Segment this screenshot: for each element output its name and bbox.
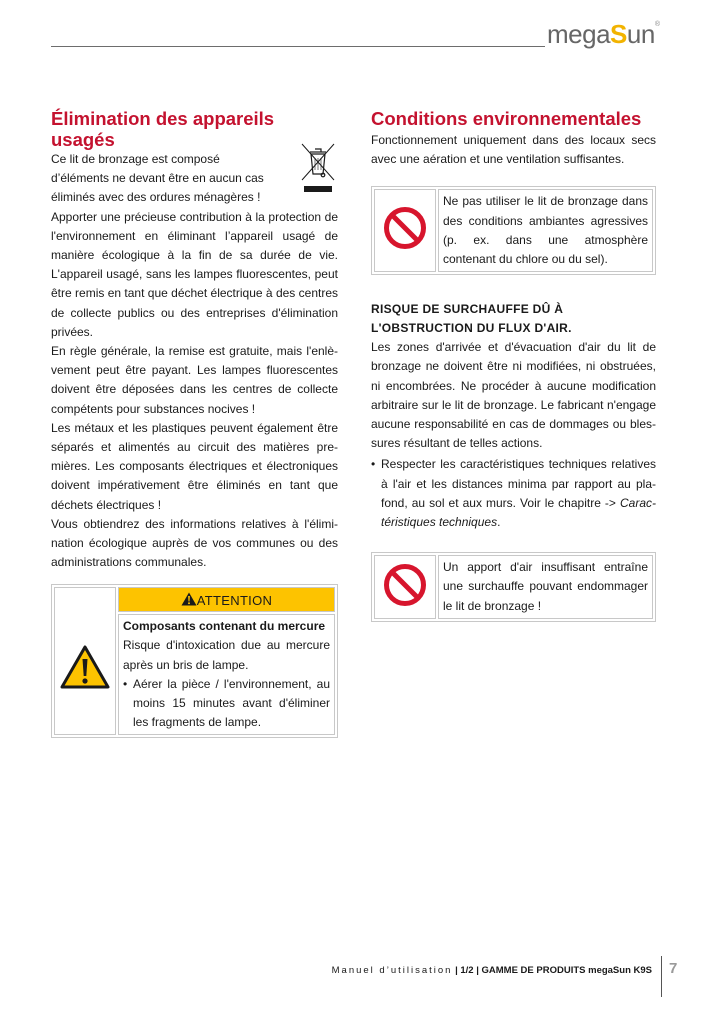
attention-text: Risque d'intoxication due au mercure après un bris de lampe. <box>123 638 330 672</box>
disposal-paragraph: En règle générale, la remise est gratuite, mais l'enlèvement peut être payant. Les lampes fluorescentes doivent être déposées dans les centres de collecte compétents pour substances nocives ! <box>51 344 338 416</box>
disposal-intro <box>51 150 338 208</box>
attention-box <box>51 584 338 738</box>
page-number: 7 <box>669 960 678 977</box>
attention-triangle-icon <box>181 592 197 606</box>
overheat-body: Les zones d'arrivée et d'évacuation d'air du lit de bronzage ne doivent être ni modifiées, ni obstruées, ni encombrées. Ne procéder à aucune modification arbitraire sur le lit de bronzage. Le fabricant n'engage aucune responsabilité en cas de dommages ou blessures résultant de telles actions. <box>371 340 656 451</box>
footer <box>332 965 652 976</box>
disposal-paragraph: Apporter une précieuse contribution à la protection de l'environnement en éliminant l’appareil usagé de manière écologique à la fin de sa durée de vie. L'appareil usagé, sans les lampes fluorescentes, peut être remis en tant que déchet électrique à des centres de collecte publics ou des entreprises d'élimination privées. <box>51 209 338 339</box>
header-rule <box>51 46 545 47</box>
left-column <box>51 108 338 738</box>
crossed-out-wheelie-bin-icon <box>300 142 336 196</box>
warning-triangle-icon <box>60 645 110 689</box>
logo-text-un: un <box>626 19 655 49</box>
prohibition-text-cell <box>438 555 653 619</box>
megasun-logo <box>547 19 659 50</box>
environment-heading: Conditions environnementales <box>371 108 642 129</box>
overheat-bullet <box>371 455 656 532</box>
prohibition-icon-cell <box>374 189 436 272</box>
prohibition-text-cell <box>438 189 653 272</box>
attention-icon-cell <box>54 587 116 735</box>
overheat-subheading-line2: L'OBSTRUCTION DU FLUX D'AIR. <box>371 321 572 336</box>
attention-bullets <box>123 675 330 733</box>
attention-title: Composants contenant du mercure <box>123 619 326 634</box>
prohibition-text: Un apport d'air insuffisant entraîne une surchauffe pouvant endommager le lit de bronzage ! <box>443 560 648 613</box>
overheat-bullet-end: . <box>497 515 501 530</box>
prohibition-text: Ne pas utiliser le lit de bronzage dans des conditions ambiantes agressives (p. ex. dans une atmosphère contenant du chlore ou du sel). <box>443 194 648 267</box>
footer-product-line: | 1/2 | GAMME DE PRODUITS megaSun K9S <box>455 965 652 976</box>
prohibition-box-2 <box>371 552 656 622</box>
overheat-subheading-line1: RISQUE DE SURCHAUFFE DÛ À <box>371 302 564 317</box>
attention-bullet: • Aérer la pièce / l'environnement, au moins 15 minutes avant d'éliminer les fragments de lampe. <box>123 675 330 733</box>
logo-text-mega: mega <box>547 19 611 49</box>
disposal-intro-text: Ce lit de bronzage est composé d’éléments ne devant être en aucun cas éliminés avec des ordures ménagères ! <box>51 152 264 205</box>
prohibition-icon-cell <box>374 555 436 619</box>
chapter-reference: Caractéristiques techniques <box>381 495 656 530</box>
prohibition-icon <box>383 206 427 250</box>
environment-intro: Fonctionnement uniquement dans des locaux secs avec une aération et une ventilation suffisantes. <box>371 133 656 167</box>
attention-header <box>118 587 335 612</box>
overheat-bullets <box>371 455 656 532</box>
disposal-paragraph: Vous obtiendrez des informations relatives à l'élimination écologique auprès de vos communes ou des administrations communales. <box>51 516 338 570</box>
attention-content <box>118 614 335 735</box>
logo-text-s: S <box>610 19 627 49</box>
prohibition-box-1 <box>371 186 656 275</box>
overheat-bullet-text: Respecter les caractéristiques techniques relatives à l'air et les distances minima par rapport au plafond, au sol et aux murs. Voir le chapitre -> <box>381 457 656 510</box>
disposal-paragraph: Les métaux et les plastiques peuvent également être séparés et alimentés au circuit des matières premières. Les composants électriques et électroniques doivent impérativement être éliminés en tant que déchets électriques ! <box>51 420 338 512</box>
right-column <box>371 108 656 622</box>
registered-mark: ® <box>654 21 660 28</box>
disposal-heading: Élimination des appareils usagés <box>51 108 275 150</box>
footer-rule <box>661 956 662 997</box>
footer-manual-label: Manuel d’utilisation <box>331 965 453 976</box>
attention-label: ATTENTION <box>196 593 273 609</box>
prohibition-icon <box>383 563 427 607</box>
